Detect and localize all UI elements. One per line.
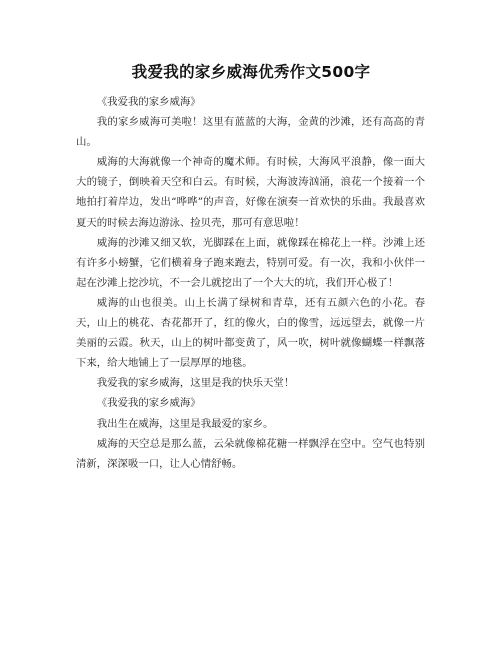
paragraph-1: 我的家乡威海可美啦！这里有蓝蓝的大海，金黄的沙滩，还有高高的青山。 [76,116,425,149]
paragraph-4: 威海的山也很美。山上长满了绿树和青草，还有五颜六色的小花。春天，山上的桃花、杏花都开了，红的像火，白的像雪，远远望去，就像一片美丽的云霞。秋天，山上的树叶都变黄了，风一吹，树叶就像蝴蝶一样飘落下来，给大地铺上了一层厚厚的地毯。 [76,296,425,370]
document-title: 我爱我的家乡威海优秀作文500字 [131,63,371,81]
paragraph-6: 我出生在威海，这里是我最爱的家乡。 [96,417,274,430]
paragraph-7: 威海的天空总是那么蓝，云朵就像棉花糖一样飘浮在空中。空气也特别清新，深深吸一口，让人心情舒畅。 [76,437,425,470]
paragraph-2: 威海的大海就像一个神奇的魔术师。有时候，大海风平浪静，像一面大大的镜子，倒映着天空和白云。有时候，大海波涛汹涌，浪花一个接着一个地拍打着岸边，发出“哗哗”的声音，好像在演奏一首欢快的乐曲。我最喜欢夏天的时候去海边游泳、捡贝壳，那可有意思啦！ [76,156,425,229]
paragraph-3: 威海的沙滩又细又软，光脚踩在上面，就像踩在棉花上一样。沙滩上还有许多小螃蟹，它们横着身子跑来跑去，特别可爱。有一次，我和小伙伴一起在沙滩上挖沙坑，不一会儿就挖出了一个大大的坑，我们开心极了！ [76,236,425,289]
paragraph-subtitle-1: 《我爱我的家乡威海》 [96,96,201,108]
paragraph-5: 我爱我的家乡威海，这里是我的快乐天堂！ [96,377,295,390]
document-body [76,92,425,474]
paragraph-subtitle-2: 《我爱我的家乡威海》 [96,397,201,410]
